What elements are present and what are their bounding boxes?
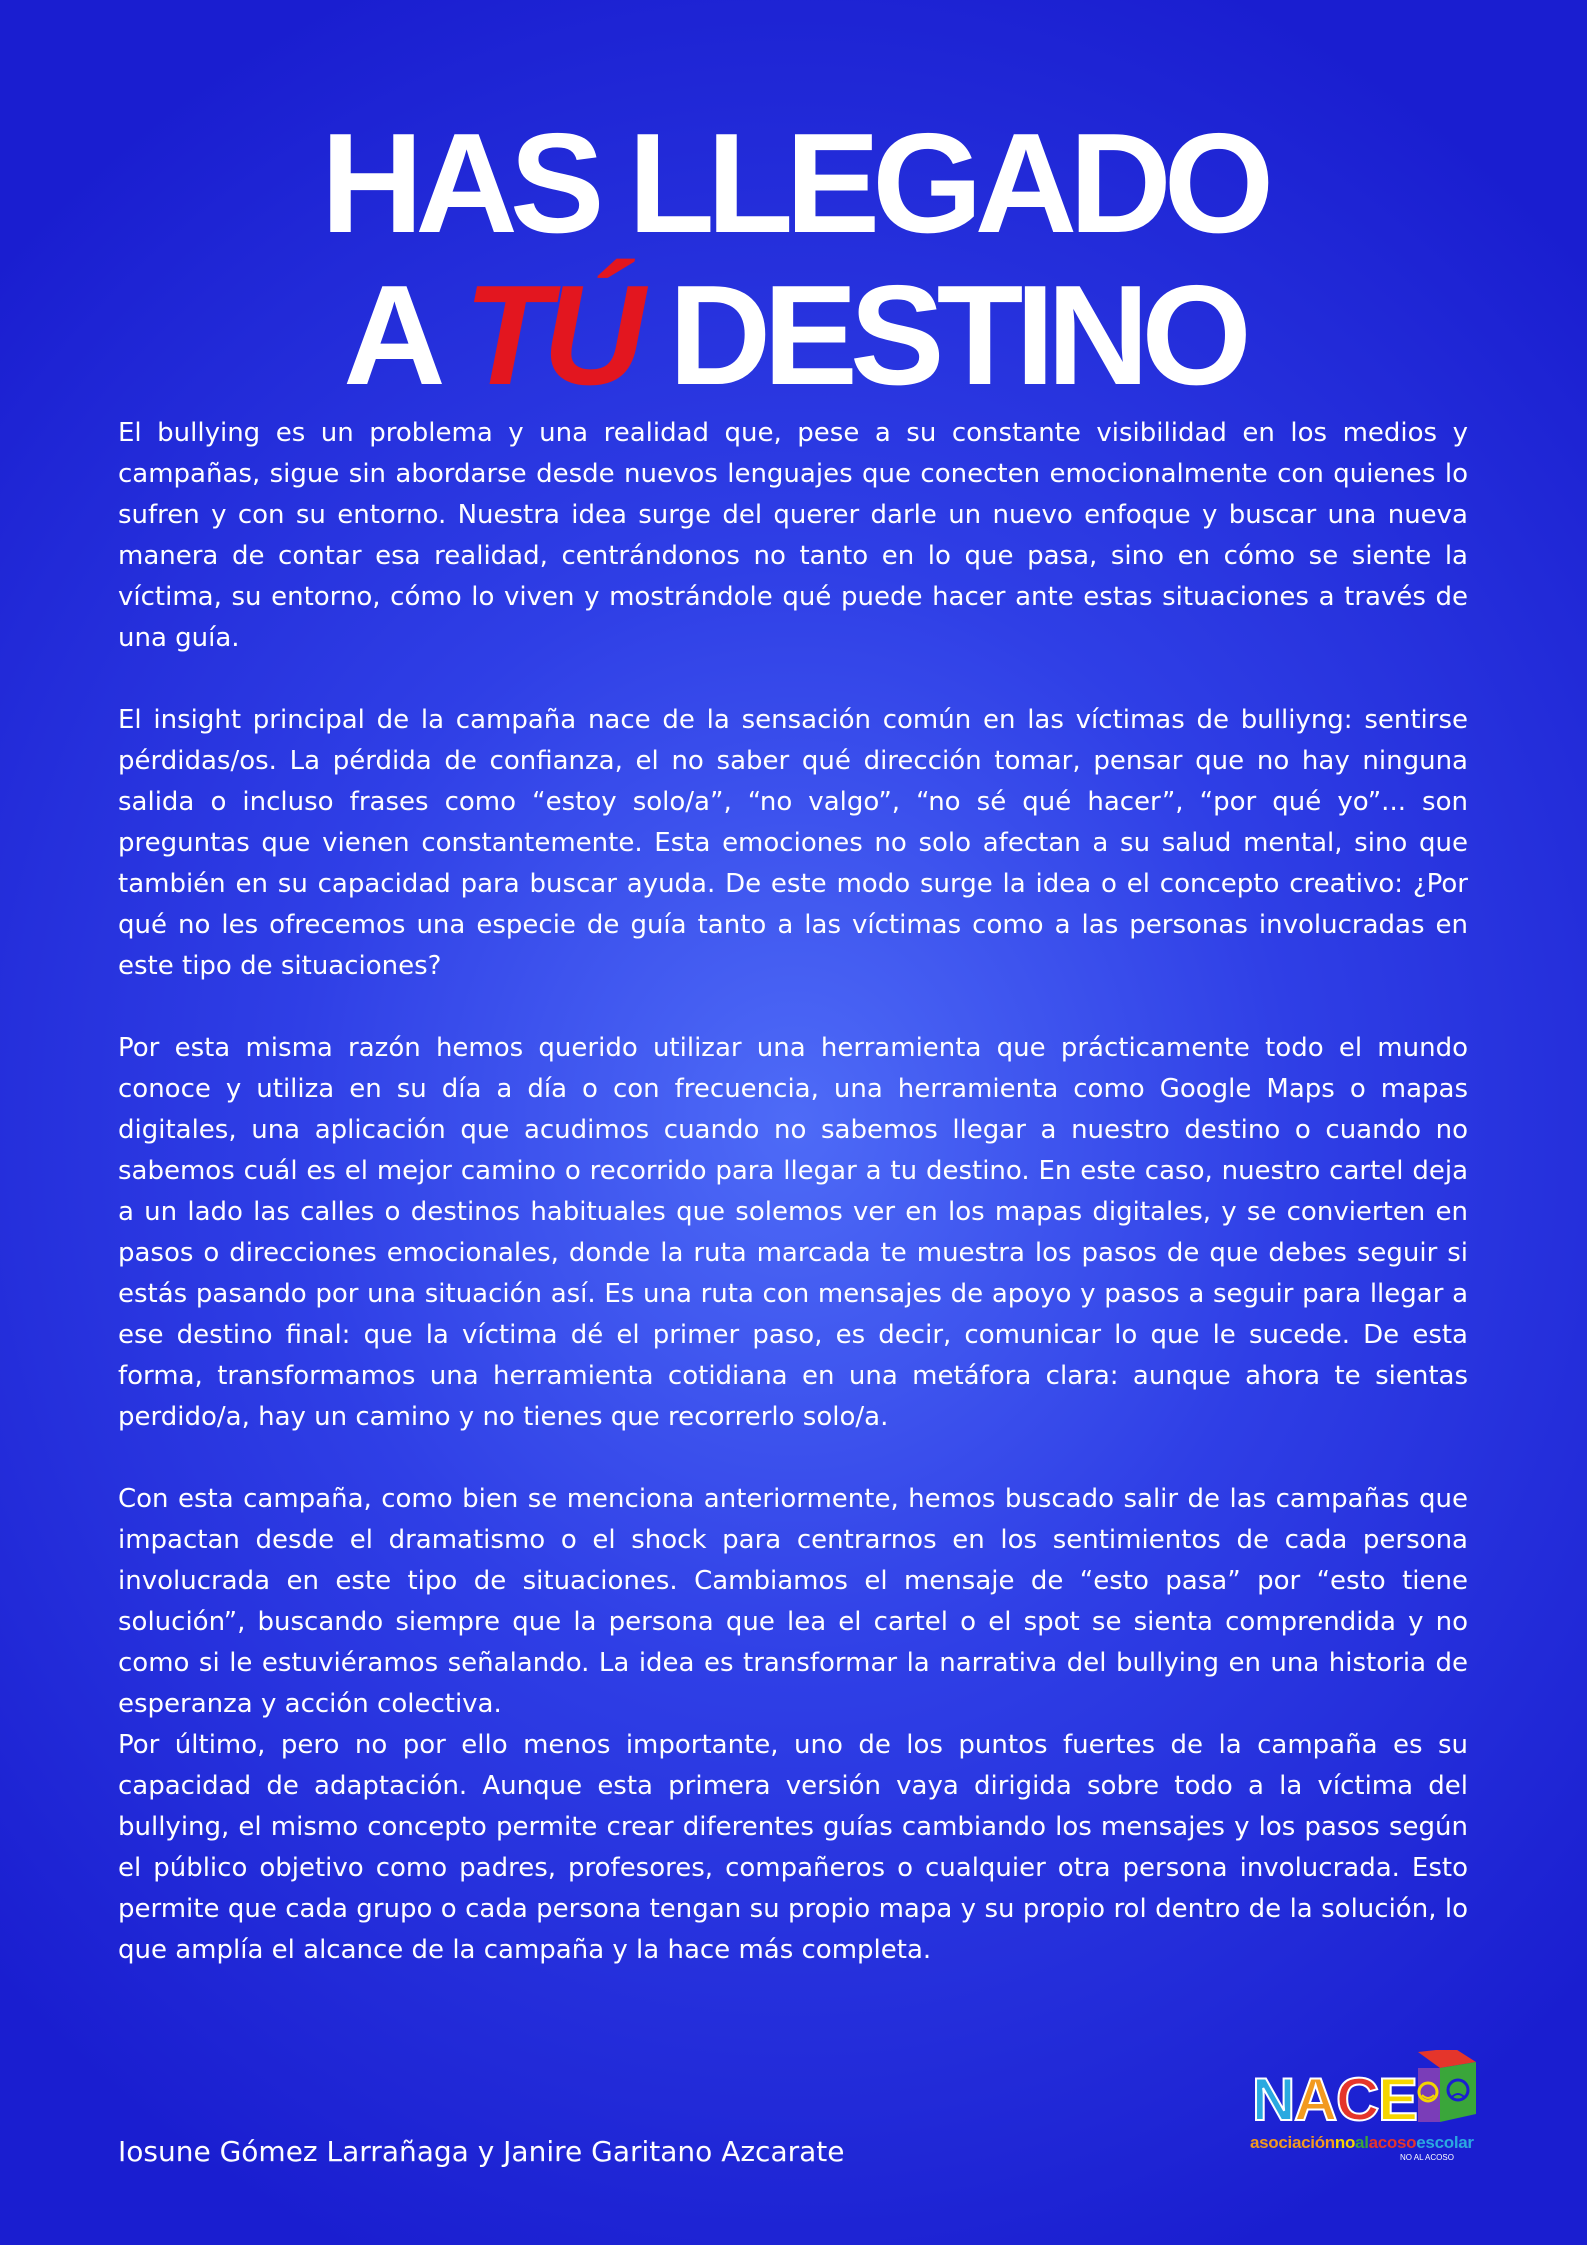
paragraph-3: Por esta misma razón hemos querido utilizar una herramienta que prácticamente todo el mundo conoce y utiliza en su día a día o con frecuencia, una herramienta como Google Maps o mapas digitales, una aplicación que acudimos cuando no sabemos llegar a nuestro destino o cuando no sabemos cuál es el mejor camino o recorrido para llegar a tu destino. En este caso, nuestro cartel deja a un lado las calles o destinos habituales que solemos ver en los mapas digitales, y se convierten en pasos o direcciones emocionales, donde la ruta marcada te muestra los pasos de que debes seguir si estás pasando por una situación así. Es una ruta con mensajes de apoyo y pasos a seguir para llegar a ese destino final: que la víctima dé el primer paso, es decir, comunicar lo que le sucede. De esta forma, transformamos una herramienta cotidiana en una metáfora clara: aunque ahora te sientas perdido/a, hay un camino y no tienes que recorrerlo solo/a. bbox=[118, 1033, 1468, 1432]
title-word-a: A bbox=[343, 256, 433, 415]
nace-logo bbox=[1250, 2050, 1480, 2190]
paragraph-2: El insight principal de la campaña nace de la sensación común en las víctimas de bulliyng: sentirse pérdidas/os. La pérdida de confianza, el no saber qué dirección tomar, pensar que no hay ninguna salida o incluso frases como “estoy solo/a”, “no valgo”, “no sé qué hacer”, “por qué yo”... son preguntas que vienen constantemente. Esta emociones no solo afectan a su salud mental, sino que también en su capacidad para buscar ayuda. De este modo surge la idea o el concepto creativo: ¿Por qué no les ofrecemos una especie de guía tanto a las víctimas como a las personas involucradas en este tipo de situaciones? bbox=[118, 705, 1468, 981]
paragraph-4: Con esta campaña, como bien se menciona anteriormente, hemos buscado salir de las campañas que impactan desde el dramatismo o el shock para centrarnos en los sentimientos de cada persona involucrada en este tipo de situaciones. Cambiamos el mensaje de “esto pasa” por “esto tiene solución”, buscando siempre que la persona que lea el cartel o el spot se sienta comprendida y no como si le estuviéramos señalando. La idea es transformar la narrativa del bullying en una historia de esperanza y acción colectiva. bbox=[118, 1484, 1468, 1719]
logo-small-text: NO AL ACOSO bbox=[1400, 2153, 1454, 2162]
cube-side-face bbox=[1440, 2062, 1476, 2122]
logo-tagline: asociaciónnoalacosoescolar bbox=[1250, 2133, 1474, 2152]
title-accent-word: TÚ bbox=[463, 256, 638, 415]
title-word-destino: DESTINO bbox=[668, 256, 1244, 415]
paragraph-1: El bullying es un problema y una realidad que, pese a su constante visibilidad en los medios y campañas, sigue sin abordarse desde nuevos lenguajes que conecten emocionalmente con quienes lo sufren y con su entorno. Nuestra idea surge del querer darle un nuevo enfoque y buscar una nueva manera de contar esa realidad, centrándonos no tanto en lo que pasa, sino en cómo se siente la víctima, su entorno, cómo lo viven y mostrándole qué puede hacer ante estas situaciones a través de una guía. bbox=[118, 418, 1468, 653]
authors-credit: Iosune Gómez Larrañaga y Janire Garitano Azcarate bbox=[118, 2135, 845, 2168]
logo-letter-n: N bbox=[1252, 2066, 1296, 2133]
body-text bbox=[118, 413, 1468, 1971]
title-line-1: HAS LLEGADO bbox=[320, 104, 1267, 263]
page-title bbox=[0, 104, 1587, 415]
paragraph-5: Por último, pero no por ello menos importante, uno de los puntos fuertes de la campaña es su capacidad de adaptación. Aunque esta primera versión vaya dirigida sobre todo a la víctima del bullying, el mismo concepto permite crear diferentes guías cambiando los mensajes y los pasos según el público objetivo como padres, profesores, compañeros o cualquier otra persona involucrada. Esto permite que cada grupo o cada persona tengan su propio mapa y su propio rol dentro de la solución, lo que amplía el alcance de la campaña y la hace más completa. bbox=[118, 1730, 1468, 1965]
logo-letter-a: A bbox=[1294, 2066, 1338, 2133]
logo-letter-c: C bbox=[1336, 2066, 1380, 2133]
logo-letter-e: E bbox=[1378, 2066, 1419, 2133]
